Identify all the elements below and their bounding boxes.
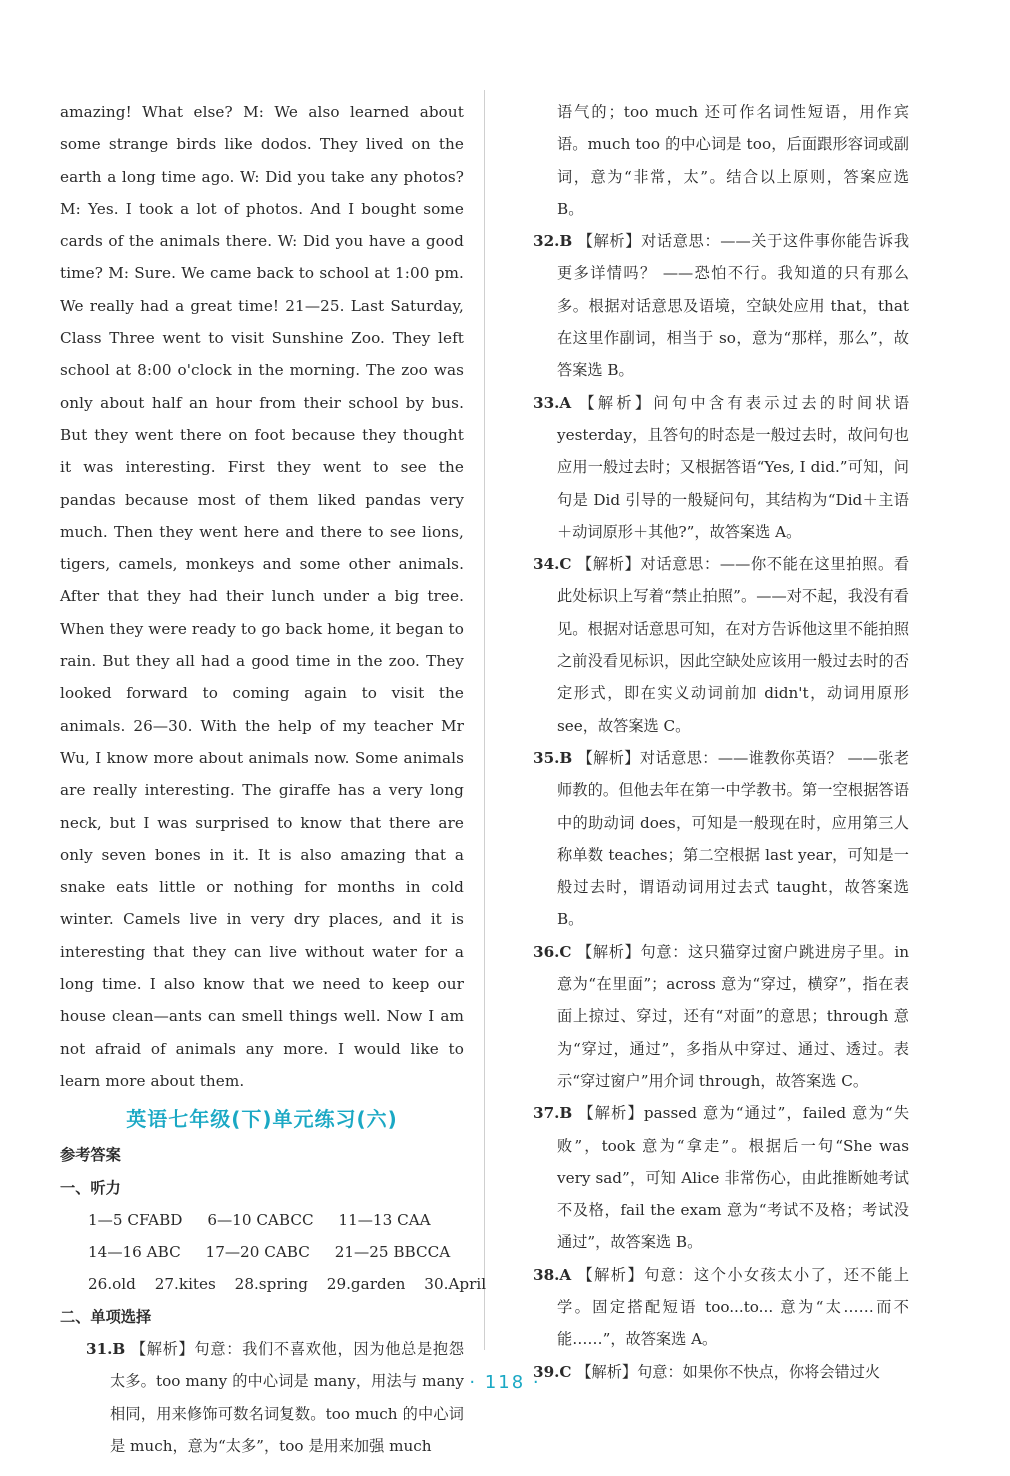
part-choice-heading: 二、单项选择 [60, 1307, 152, 1326]
answer-item: 26.old [88, 1275, 136, 1294]
answer-row [60, 1268, 487, 1300]
question-36 [533, 936, 909, 1097]
analysis-tag: 【解析】 [577, 232, 642, 251]
answer-group: 14—16 ABC [88, 1243, 181, 1262]
question-explanation: 对话意思：——谁教你英语？ ——张老师教的。但他去年在第一中学教书。第一空根据答语中的助动词 does，可知是一般现在时，应用第三人称单数 teaches；第二空根据 last year，可知是一般过去时，谓语动词用过去式 taught，故答案选 B。 [557, 748, 910, 929]
question-38 [533, 1259, 909, 1356]
question-explanation: passed 意为“通过”，failed 意为“失败”，took 意为“拿走”。根据后一句“She was very sad”，可知 Alice 非常伤心，由此推断她考试不及格，fail the exam 意为“考试不及格；考试没通过”，故答案选 B。 [557, 1104, 910, 1252]
answer-item: 28.spring [234, 1275, 308, 1294]
analysis-tag: 【解析】 [577, 555, 641, 574]
question-number: 37.B [533, 1104, 573, 1123]
answer-row [60, 1236, 464, 1268]
part-listening-heading: 一、听力 [60, 1178, 121, 1197]
answer-row [60, 1204, 464, 1236]
page-number: · 118 · [469, 1372, 541, 1393]
answer-group: 6—10 CABCC [207, 1210, 314, 1229]
analysis-tag: 【解析】 [577, 1265, 645, 1284]
question-explanation: 对话意思：——你不能在这里拍照。看此处标识上写着“禁止拍照”。——对不起，我没有看见。根据对话意思可知，在对方告诉他这里不能拍照之前没看见标识，因此空缺处应该用一般过去时的否定形式，即在实义动词前加 didn't，动词用原形 see，故答案选 C。 [557, 555, 910, 735]
question-number: 38.A [533, 1265, 572, 1284]
listening-passage: amazing! What else? M: We also learned about some strange birds like dodos. They lived on the earth a long time ago. W: Did you take any photos? M: Yes. I took a lot of photos. And I bought some cards of the animals there. W: Did you have a good time? M: Sure. We came back to school at 1:00 pm. We really had a great time! 21—25. Last Saturday, Class Three went to visit Sunshine Zoo. They left school at 8:00 o'clock in the morning. The zoo was only about half an hour from their school by bus. But they went there on foot because they thought it was interesting. First they went to see the pandas because most of them liked pandas very much. Then they went here and there to see lions, tigers, camels, monkeys and some other animals. After that they had their lunch under a big tree. When they were ready to go back home, it began to rain. But they all had a good time in the zoo. They looked forward to coming again to visit the animals. 26—30. With the help of my teacher Mr Wu, I know more about animals now. Some animals are really interesting. The giraffe has a very long neck, but I was surprised to know that there are only seven bones in it. It is also amazing that a snake eats little or nothing for months in cold winter. Camels live in very dry places, and it is interesting that they can live without water for a long time. I also know that we need to keep our house clean—ants can smell things well. Now I am not afraid of animals any more. I would like to learn more about them. [60, 103, 464, 1090]
analysis-tag: 【解析】 [577, 748, 640, 767]
answer-group: 21—25 BBCCA [334, 1243, 451, 1262]
question-number: 39.C [533, 1362, 572, 1381]
analysis-tag: 【解析】 [130, 1339, 195, 1358]
answer-group: 11—13 CAA [338, 1210, 431, 1229]
question-explanation: 句意：如果你不快点，你将会错过火 [637, 1362, 881, 1381]
answer-group: 17—20 CABC [205, 1243, 310, 1262]
question-31 [60, 1333, 464, 1462]
question-37 [533, 1097, 909, 1258]
reference-answers-heading: 参考答案 [60, 1146, 121, 1165]
left-column [60, 96, 487, 1462]
question-35 [533, 742, 909, 936]
question-number: 31.B [86, 1339, 126, 1358]
question-number: 35.B [533, 748, 573, 767]
question-34 [533, 548, 909, 742]
question-number: 36.C [533, 942, 572, 961]
answer-item: 27.kites [154, 1275, 216, 1294]
question-number: 33.A [533, 393, 572, 412]
question-explanation: 问句中含有表示过去的时间状语 yesterday，且答句的时态是一般过去时，故问句也应用一般过去时；又根据答语“Yes, I did.”可知，问句是 Did 引导的一般疑问句，其结构为“Did＋主语＋动词原形＋其他?”，故答案选 A。 [557, 393, 910, 541]
analysis-tag: 【解析】 [576, 1362, 638, 1381]
section-title: 英语七年级(下)单元练习(六) [126, 1107, 398, 1132]
analysis-tag: 【解析】 [577, 942, 641, 961]
column-divider [484, 90, 485, 1350]
q31-continuation: 语气的；too much 还可作名词性短语，用作宾语。much too 的中心词是 too，后面跟形容词或副词，意为“非常，太”。结合以上原则，答案应选 B。 [557, 103, 909, 218]
analysis-tag: 【解析】 [578, 1104, 644, 1123]
question-explanation: 对话意思：——关于这件事你能告诉我更多详情吗？ ——恐怕不行。我知道的只有那么多。根据对话意思及语境，空缺处应用 that，that 在这里作副词，相当于 so，意为“那样，那么”，故答案选 B。 [557, 232, 910, 380]
analysis-tag: 【解析】 [579, 393, 654, 412]
answer-item: 30.April [424, 1275, 487, 1294]
question-explanation: 句意：这只猫穿过窗户跳进房子里。in 意为“在里面”；across 意为“穿过，横穿”，指在表面上掠过、穿过，还有“对面”的意思；through 意为“穿过，通过”，多指从中穿过、通过、透过。表示“穿过窗户”用介词 through，故答案选 C。 [557, 942, 910, 1090]
question-number: 32.B [533, 232, 573, 251]
answer-item: 29.garden [326, 1275, 406, 1294]
question-explanation: 句意：我们不喜欢他，因为他总是抱怨太多。too many 的中心词是 many，用法与 many 相同，用来修饰可数名词复数。too much 的中心词是 much，意为“太多”，too 是用来加强 much [110, 1339, 465, 1455]
question-number: 34.C [533, 555, 572, 574]
question-explanation: 句意：这个小女孩太小了，还不能上学。固定搭配短语 too...to... 意为“太……而不能……”，故答案选 A。 [557, 1265, 910, 1349]
answer-group: 1—5 CFABD [88, 1210, 183, 1229]
question-33 [533, 387, 909, 548]
question-32 [533, 225, 909, 386]
right-column [533, 96, 909, 1388]
